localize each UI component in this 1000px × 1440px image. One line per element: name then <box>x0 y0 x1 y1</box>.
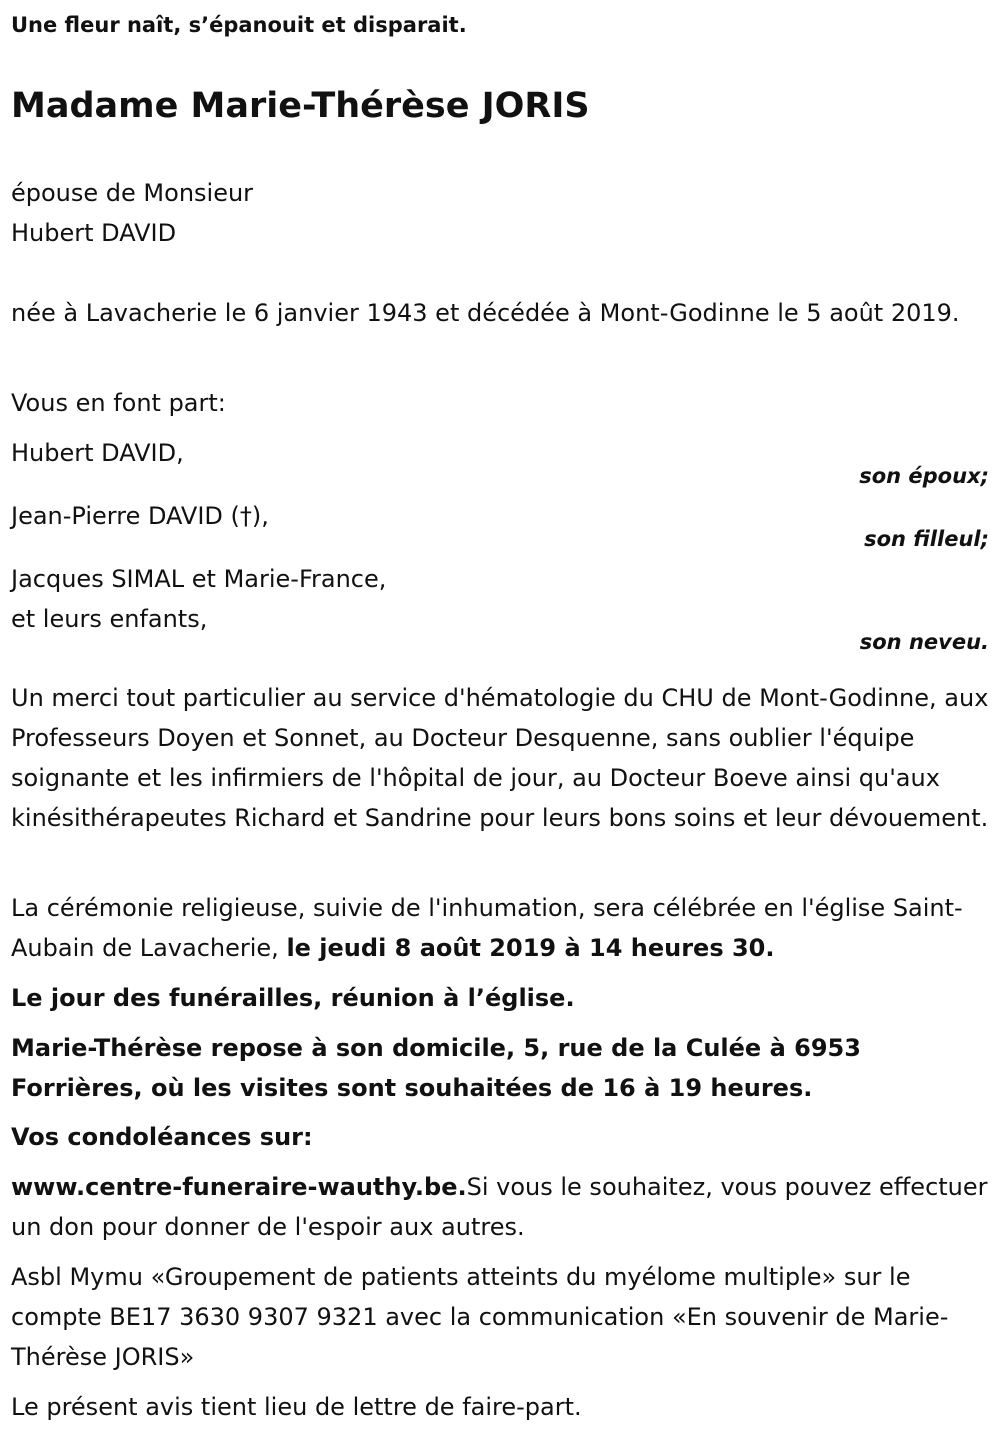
closing-text: Le présent avis tient lieu de lettre de faire-part. <box>11 1393 582 1421</box>
deceased-name: Madame Marie-Thérèse JORIS <box>11 86 590 126</box>
thanks-text: Un merci tout particulier au service d'hématologie du CHU de Mont-Godinne, aux Professeurs Doyen et Sonnet, au Docteur Desquenne, sans oublier l'équipe soignante et les infirmiers de l'hôpital de jour, au Docteur Boeve ainsi qu'aux kinésithérapeutes Richard et Sandrine pour leurs bons soins et leur dévouement. <box>11 684 989 832</box>
family-member-role: son filleul; <box>864 527 989 551</box>
family-member-name: Hubert DAVID, <box>11 439 184 467</box>
donation-text <box>11 1167 989 1247</box>
spouse-line-1: épouse de Monsieur <box>11 179 254 207</box>
meeting-text: Le jour des funérailles, réunion à l’église. <box>11 984 575 1012</box>
family-member-name-line-1: Jacques SIMAL et Marie-France, <box>11 565 387 593</box>
family-member-name-line-2: et leurs enfants, <box>11 605 208 633</box>
family-member-role: son neveu. <box>859 630 989 654</box>
donation-description: Si vous le souhaitez, vous pouvez effectuer un don pour donner de l'espoir aux autres. <box>11 1173 988 1241</box>
family-member-name-block <box>11 559 989 639</box>
condolences-label: Vos condoléances sur: <box>11 1123 313 1151</box>
visitation-text: Marie-Thérèse repose à son domicile, 5, rue de la Culée à 6953 Forrières, où les visites sont souhaitées de 16 à 19 heures. <box>11 1034 861 1102</box>
spouse-block <box>11 173 989 253</box>
family-member-name: Jean-Pierre DAVID (†), <box>11 502 269 530</box>
motto: Une fleur naît, s’épanouit et disparait. <box>11 13 467 37</box>
spouse-line-2: Hubert DAVID <box>11 219 177 247</box>
ceremony-description: La cérémonie religieuse, suivie de l'inhumation, sera célébrée en l'église Saint-Aubain de Lavacherie, <box>11 894 963 962</box>
ceremony-date: le jeudi 8 août 2019 à 14 heures 30. <box>286 934 775 962</box>
family-member-role: son époux; <box>859 464 989 488</box>
charity-text: Asbl Mymu «Groupement de patients atteints du myélome multiple» sur le compte BE17 3630 9307 9321 avec la communication «En souvenir de Marie-Thérèse JORIS» <box>11 1263 949 1371</box>
announce-intro: Vous en font part: <box>11 389 226 417</box>
website-link[interactable]: www.centre-funeraire-wauthy.be. <box>11 1173 467 1201</box>
birth-death-text: née à Lavacherie le 6 janvier 1943 et décédée à Mont-Godinne le 5 août 2019. <box>11 299 960 327</box>
ceremony-text <box>11 888 989 968</box>
